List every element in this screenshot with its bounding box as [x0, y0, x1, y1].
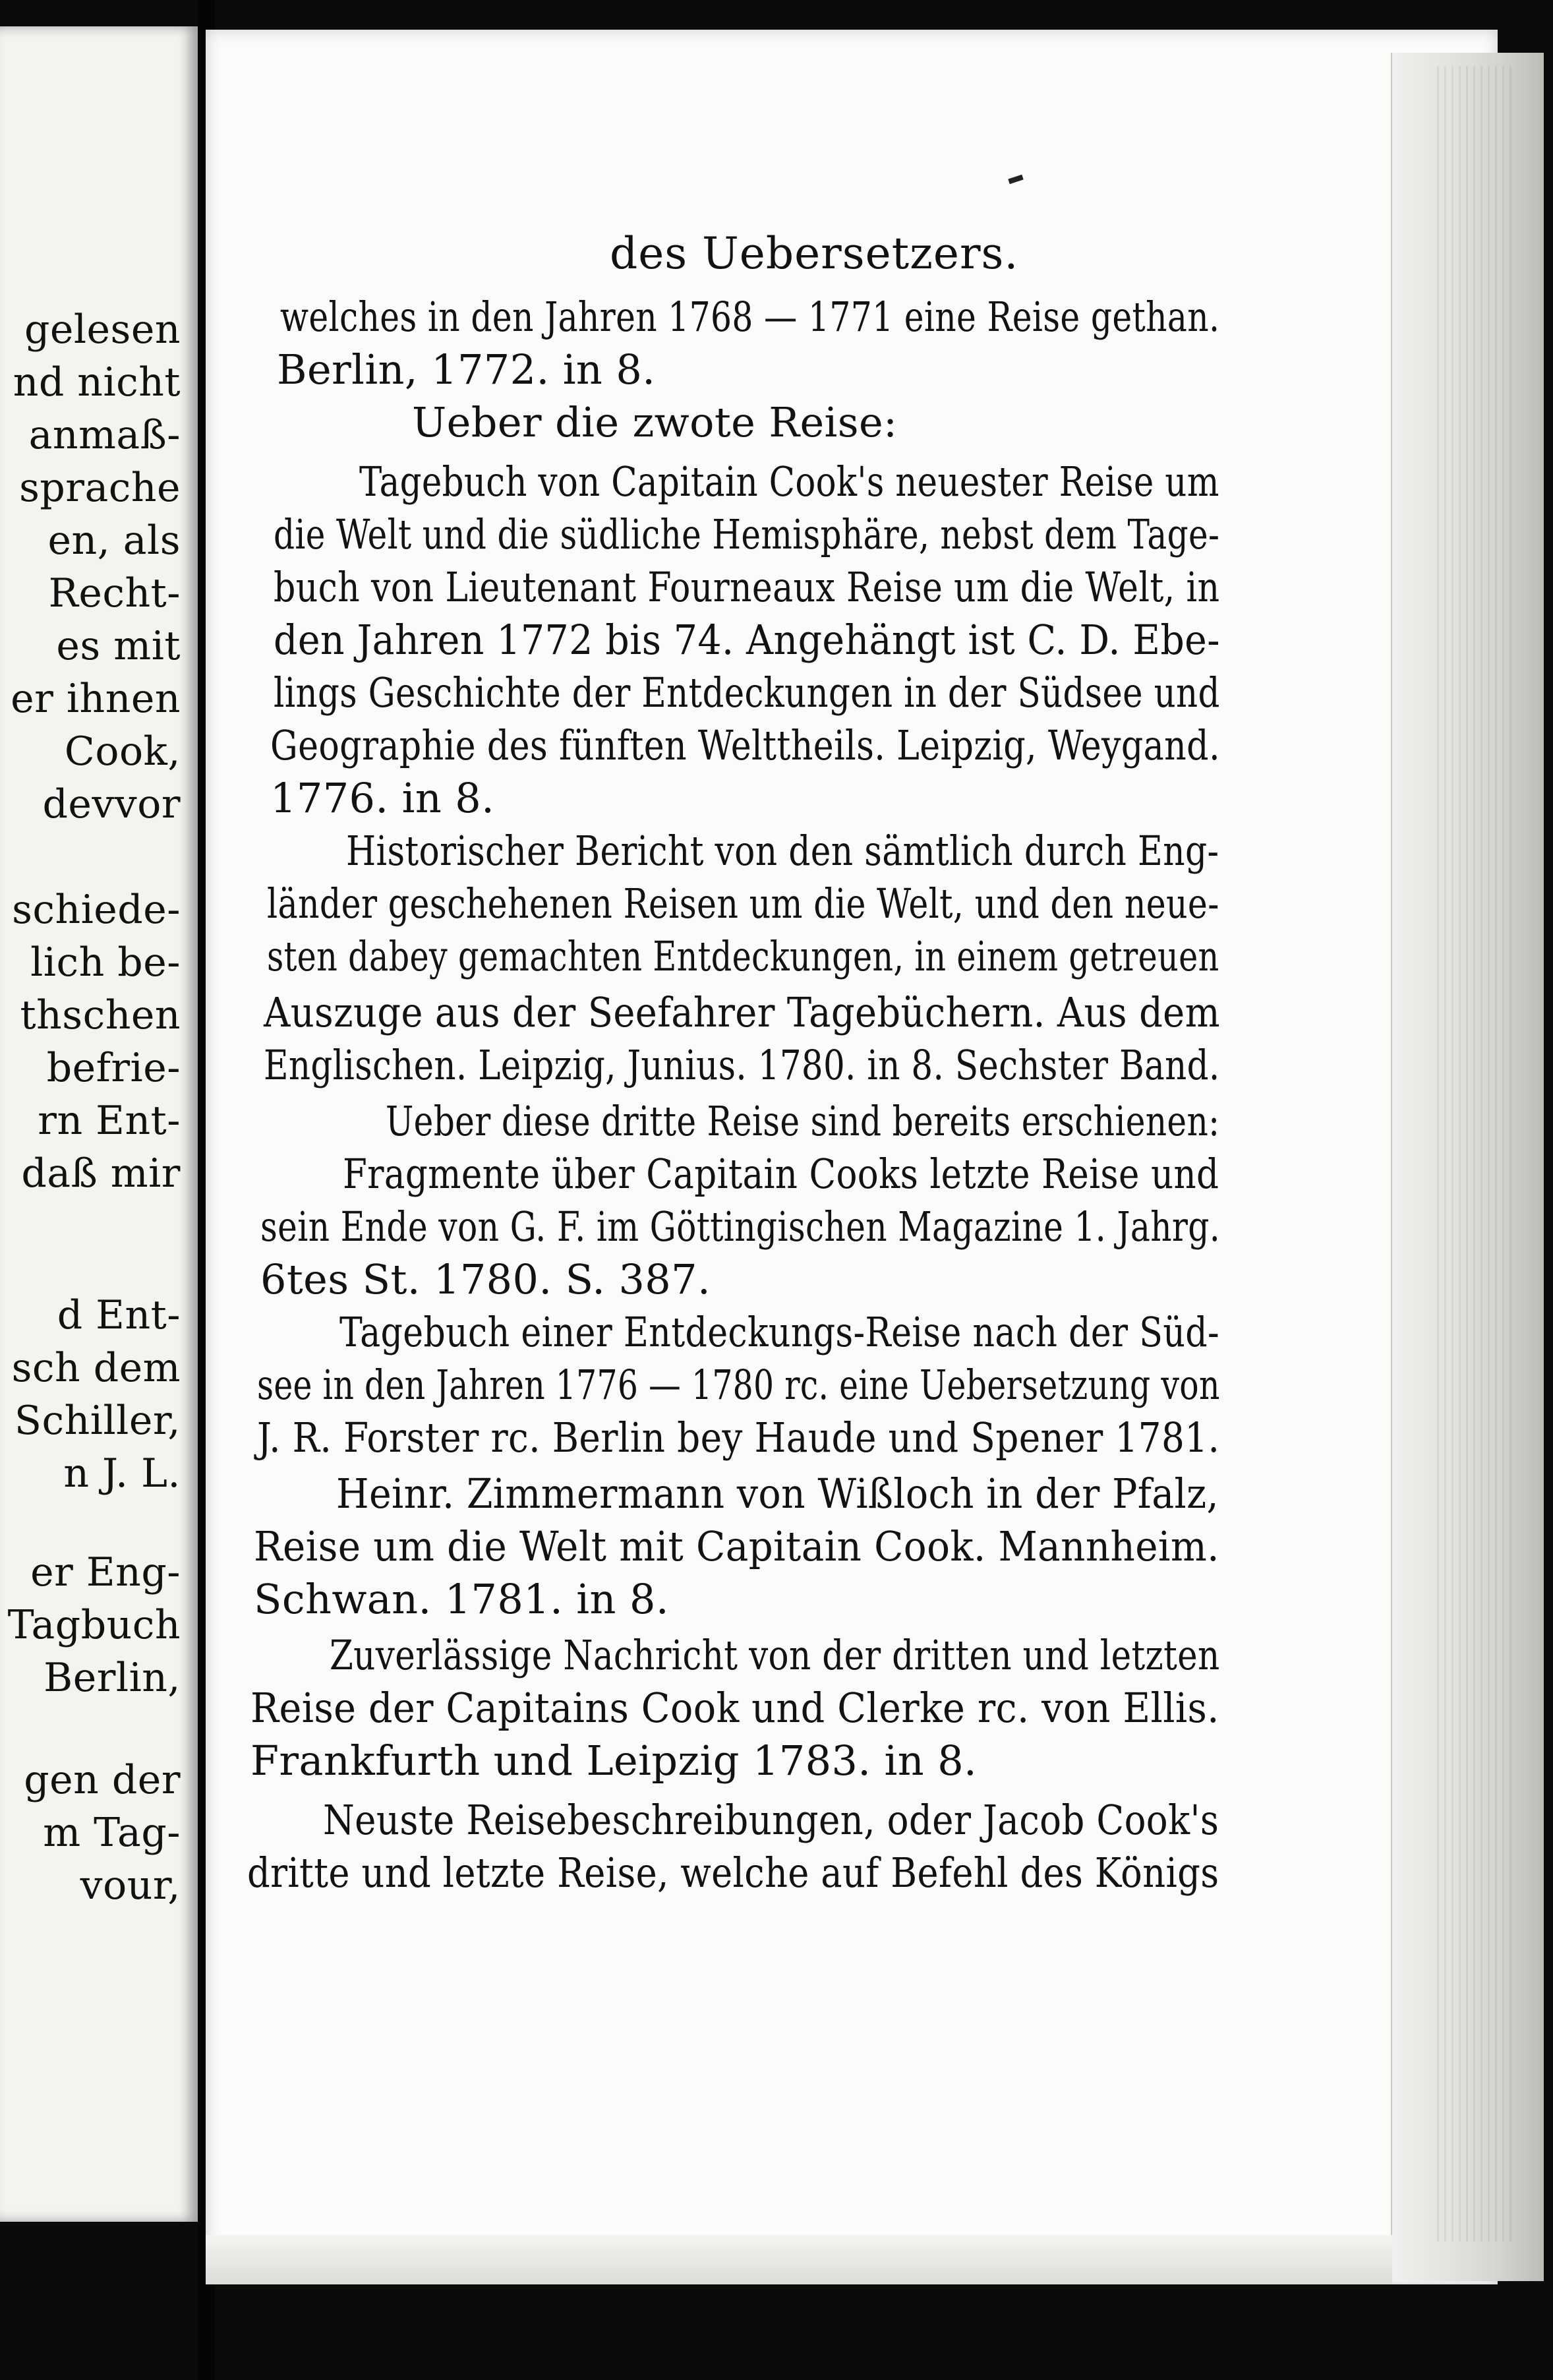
left-fragment: sch dem	[11, 1345, 181, 1391]
left-fragment: anmaß-	[28, 412, 181, 458]
text-line: Tagebuch einer Entdeckungs-Reise nach der Süd-	[339, 1308, 1219, 1356]
left-fragment: befrie-	[46, 1045, 181, 1091]
text-line: see in den Jahren 1776 — 1780 rc. eine Uebersetzung von	[257, 1361, 1220, 1409]
left-fragment: nd nicht	[13, 359, 181, 405]
left-fragment: gen der	[24, 1757, 181, 1803]
text-line: Geographie des fünften Welttheils. Leipzig, Weygand.	[270, 721, 1220, 769]
text-line: Zuverlässige Nachricht von der dritten und letzten	[330, 1631, 1220, 1679]
text-line: Reise der Capitains Cook und Clerke rc. von Ellis.	[250, 1684, 1219, 1732]
text-line: Auszuge aus der Seefahrer Tagebüchern. Aus dem	[264, 988, 1220, 1036]
text-line: Fragmente über Capitain Cooks letzte Reise und	[343, 1150, 1219, 1198]
text-line: sein Ende von G. F. im Göttingischen Magazine 1. Jahrg.	[260, 1203, 1221, 1251]
running-header: des Uebersetzers.	[610, 228, 1019, 279]
text-line: 1776. in 8.	[270, 774, 495, 822]
text-line: Schwan. 1781. in 8.	[254, 1575, 669, 1623]
text-line: 6tes St. 1780. S. 387.	[260, 1255, 711, 1303]
left-fragment: daß mir	[21, 1150, 181, 1197]
text-line: den Jahren 1772 bis 74. Angehängt ist C. D. Ebe-	[274, 616, 1220, 664]
left-fragment: devvor	[42, 781, 181, 827]
left-fragment: en, als	[47, 518, 181, 564]
left-fragment: er Eng-	[30, 1549, 181, 1595]
text-line: Ueber die zwote Reise:	[412, 398, 898, 446]
text-line: buch von Lieutenant Fourneaux Reise um die Welt, in	[274, 563, 1220, 611]
text-line: Frankfurth und Leipzig 1783. in 8.	[250, 1737, 978, 1785]
left-fragment: schiede-	[12, 887, 181, 933]
left-fragment: es mit	[56, 623, 181, 669]
left-fragment: rn Ent-	[38, 1098, 181, 1144]
text-line: J. R. Forster rc. Berlin bey Haude und Spener 1781.	[257, 1413, 1220, 1462]
left-fragment: Recht-	[48, 570, 181, 616]
text-line: die Welt und die südliche Hemisphäre, nebst dem Tage-	[274, 510, 1220, 558]
left-fragment: Tagbuch	[7, 1602, 181, 1648]
text-line: Englischen. Leipzig, Junius. 1780. in 8. Sechster Band.	[264, 1041, 1220, 1089]
left-fragment: d Ent-	[57, 1292, 181, 1338]
text-line: Reise um die Welt mit Capitain Cook. Mannheim.	[254, 1522, 1219, 1570]
text-line: Neuste Reisebeschreibungen, oder Jacob Cook's	[323, 1796, 1219, 1844]
left-fragment: sprache	[19, 465, 181, 511]
left-fragment: gelesen	[24, 307, 181, 353]
left-fragment: Cook,	[64, 729, 181, 775]
left-fragment: lich be-	[30, 939, 181, 986]
left-fragment: Schiller,	[14, 1398, 181, 1444]
text-line: Heinr. Zimmermann von Wißloch in der Pfalz,	[336, 1470, 1219, 1518]
left-fragment: vour,	[80, 1862, 181, 1909]
text-line: Ueber diese dritte Reise sind bereits erschienen:	[386, 1097, 1220, 1145]
text-line: dritte und letzte Reise, welche auf Befehl des Königs	[247, 1849, 1219, 1897]
text-line: lings Geschichte der Entdeckungen in der Südsee und	[274, 669, 1220, 717]
left-fragment: Berlin,	[44, 1655, 181, 1701]
text-line: Historischer Bericht von den sämtlich durch Eng-	[346, 827, 1219, 875]
text-line: Tagebuch von Capitain Cook's neuester Reise um	[359, 458, 1219, 506]
text-line: länder geschehenen Reisen um die Welt, und den neue-	[267, 879, 1219, 928]
left-fragment: m Tag-	[43, 1810, 181, 1856]
left-fragment: thschen	[20, 992, 181, 1038]
left-fragment: n J. L.	[63, 1450, 181, 1497]
ink-mark	[1008, 175, 1023, 184]
text-line: sten dabey gemachten Entdeckungen, in einem getreuen	[267, 932, 1219, 980]
text-line: Berlin, 1772. in 8.	[277, 345, 656, 394]
left-fragment: er ihnen	[11, 676, 181, 722]
text-line: welches in den Jahren 1768 — 1771 eine Reise gethan.	[280, 293, 1220, 341]
